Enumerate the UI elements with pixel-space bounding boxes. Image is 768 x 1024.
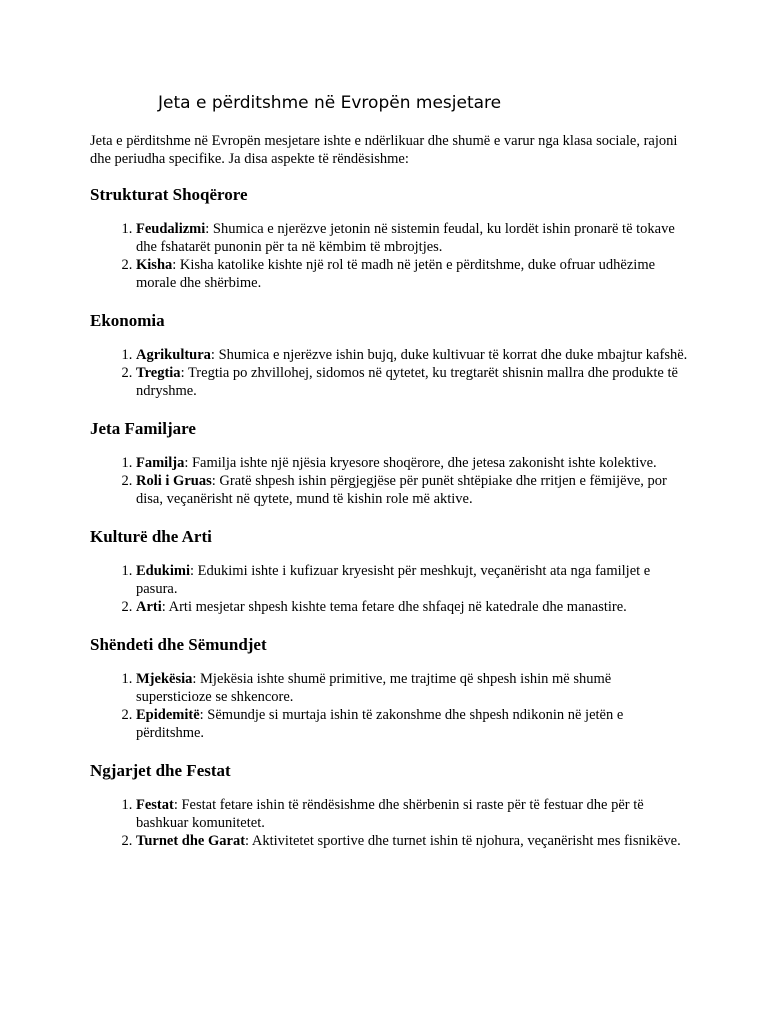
list-item-term: Agrikultura bbox=[136, 347, 211, 363]
list-item-term: Kisha bbox=[136, 257, 173, 273]
intro-paragraph: Jeta e përditshme në Evropën mesjetare ishte e ndërlikuar dhe shumë e varur nga klasa sociale, rajoni dhe periudha specifike. Ja disa aspekte të rëndësishme: bbox=[90, 133, 678, 167]
list-item-text: : Edukimi ishte i kufizuar kryesisht për meshkujt, veçanërisht ata nga familjet e pasura. bbox=[136, 563, 651, 597]
list-item-text: : Kisha katolike kishte një rol të madh në jetën e përditshme, duke ofruar udhëzime morale dhe shërbime. bbox=[136, 257, 656, 291]
list-item bbox=[136, 346, 690, 364]
list-item bbox=[136, 472, 690, 508]
numbered-list bbox=[90, 346, 690, 400]
list-item-term: Roli i Gruas bbox=[136, 473, 212, 489]
list-item-term: Feudalizmi bbox=[136, 221, 206, 237]
list-item bbox=[136, 706, 690, 742]
page-title: Jeta e përditshme në Evropën mesjetare bbox=[158, 93, 502, 113]
list-item-text: : Familja ishte një njësia kryesore shoqërore, dhe jetesa zakonisht ishte kolektive. bbox=[184, 455, 657, 471]
list-item-term: Arti bbox=[136, 599, 162, 615]
list-item-text: : Mjekësia ishte shumë primitive, me trajtime që shpesh ishin më shumë supersticioze se shkencore. bbox=[136, 671, 612, 705]
numbered-list bbox=[90, 796, 690, 850]
list-item bbox=[136, 454, 690, 472]
list-item-term: Epidemitë bbox=[136, 707, 200, 723]
list-item-text: : Shumica e njerëzve ishin bujq, duke kultivuar të korrat dhe duke mbajtur kafshë. bbox=[210, 347, 688, 363]
numbered-list bbox=[90, 562, 690, 616]
section-heading: Shëndeti dhe Sëmundjet bbox=[90, 635, 267, 654]
list-item-text: : Arti mesjetar shpesh kishte tema fetare dhe shfaqej në katedrale dhe manastire. bbox=[161, 599, 627, 615]
list-item bbox=[136, 220, 690, 256]
section-ekonomia bbox=[90, 310, 690, 400]
list-item-term: Familja bbox=[136, 455, 185, 471]
list-item bbox=[136, 796, 690, 832]
section-heading: Jeta Familjare bbox=[90, 419, 196, 438]
section-heading: Kulturë dhe Arti bbox=[90, 527, 212, 546]
list-item-text: : Gratë shpesh ishin përgjegjëse për punët shtëpiake dhe rritjen e fëmijëve, por disa, veçanërisht në qytete, mund të kishin role më aktive. bbox=[136, 473, 667, 507]
list-item-text: : Shumica e njerëzve jetonin në sistemin feudal, ku lordët ishin pronarë të tokave dhe fshatarët punonin për ta në këmbim të mbrojtjes. bbox=[136, 221, 675, 255]
list-item-term: Edukimi bbox=[136, 563, 190, 579]
list-item bbox=[136, 598, 690, 616]
section-ngjarjet-dhe-festat bbox=[90, 760, 690, 850]
list-item-text: : Aktivitetet sportive dhe turnet ishin të njohura, veçanërisht mes fisnikëve. bbox=[245, 833, 681, 849]
section-heading: Strukturat Shoqërore bbox=[90, 185, 248, 204]
section-heading: Ngjarjet dhe Festat bbox=[90, 761, 231, 780]
numbered-list bbox=[90, 454, 690, 508]
numbered-list bbox=[90, 220, 690, 292]
list-item bbox=[136, 670, 690, 706]
list-item-text: : Sëmundje si murtaja ishin të zakonshme dhe shpesh ndikonin në jetën e përditshme. bbox=[136, 707, 624, 741]
list-item bbox=[136, 562, 690, 598]
section-heading: Ekonomia bbox=[90, 311, 165, 330]
section-jeta-familjare bbox=[90, 418, 690, 508]
list-item-term: Mjekësia bbox=[136, 671, 193, 687]
list-item-term: Turnet dhe Garat bbox=[136, 833, 246, 849]
section-shendeti-dhe-semundjet bbox=[90, 634, 690, 742]
list-item bbox=[136, 256, 690, 292]
numbered-list bbox=[90, 670, 690, 742]
list-item-term: Festat bbox=[136, 797, 174, 813]
list-item bbox=[136, 832, 690, 850]
section-kulture-dhe-arti bbox=[90, 526, 690, 616]
list-item-term: Tregtia bbox=[136, 365, 181, 381]
section-strukturat-shoqerore bbox=[90, 184, 690, 292]
list-item-text: : Tregtia po zhvillohej, sidomos në qytetet, ku tregtarët shisnin mallra dhe produkte të ndryshme. bbox=[136, 365, 678, 399]
sections-container bbox=[90, 184, 690, 868]
list-item-text: : Festat fetare ishin të rëndësishme dhe shërbenin si raste për të festuar dhe për të bashkuar komunitetet. bbox=[136, 797, 644, 831]
list-item bbox=[136, 364, 690, 400]
